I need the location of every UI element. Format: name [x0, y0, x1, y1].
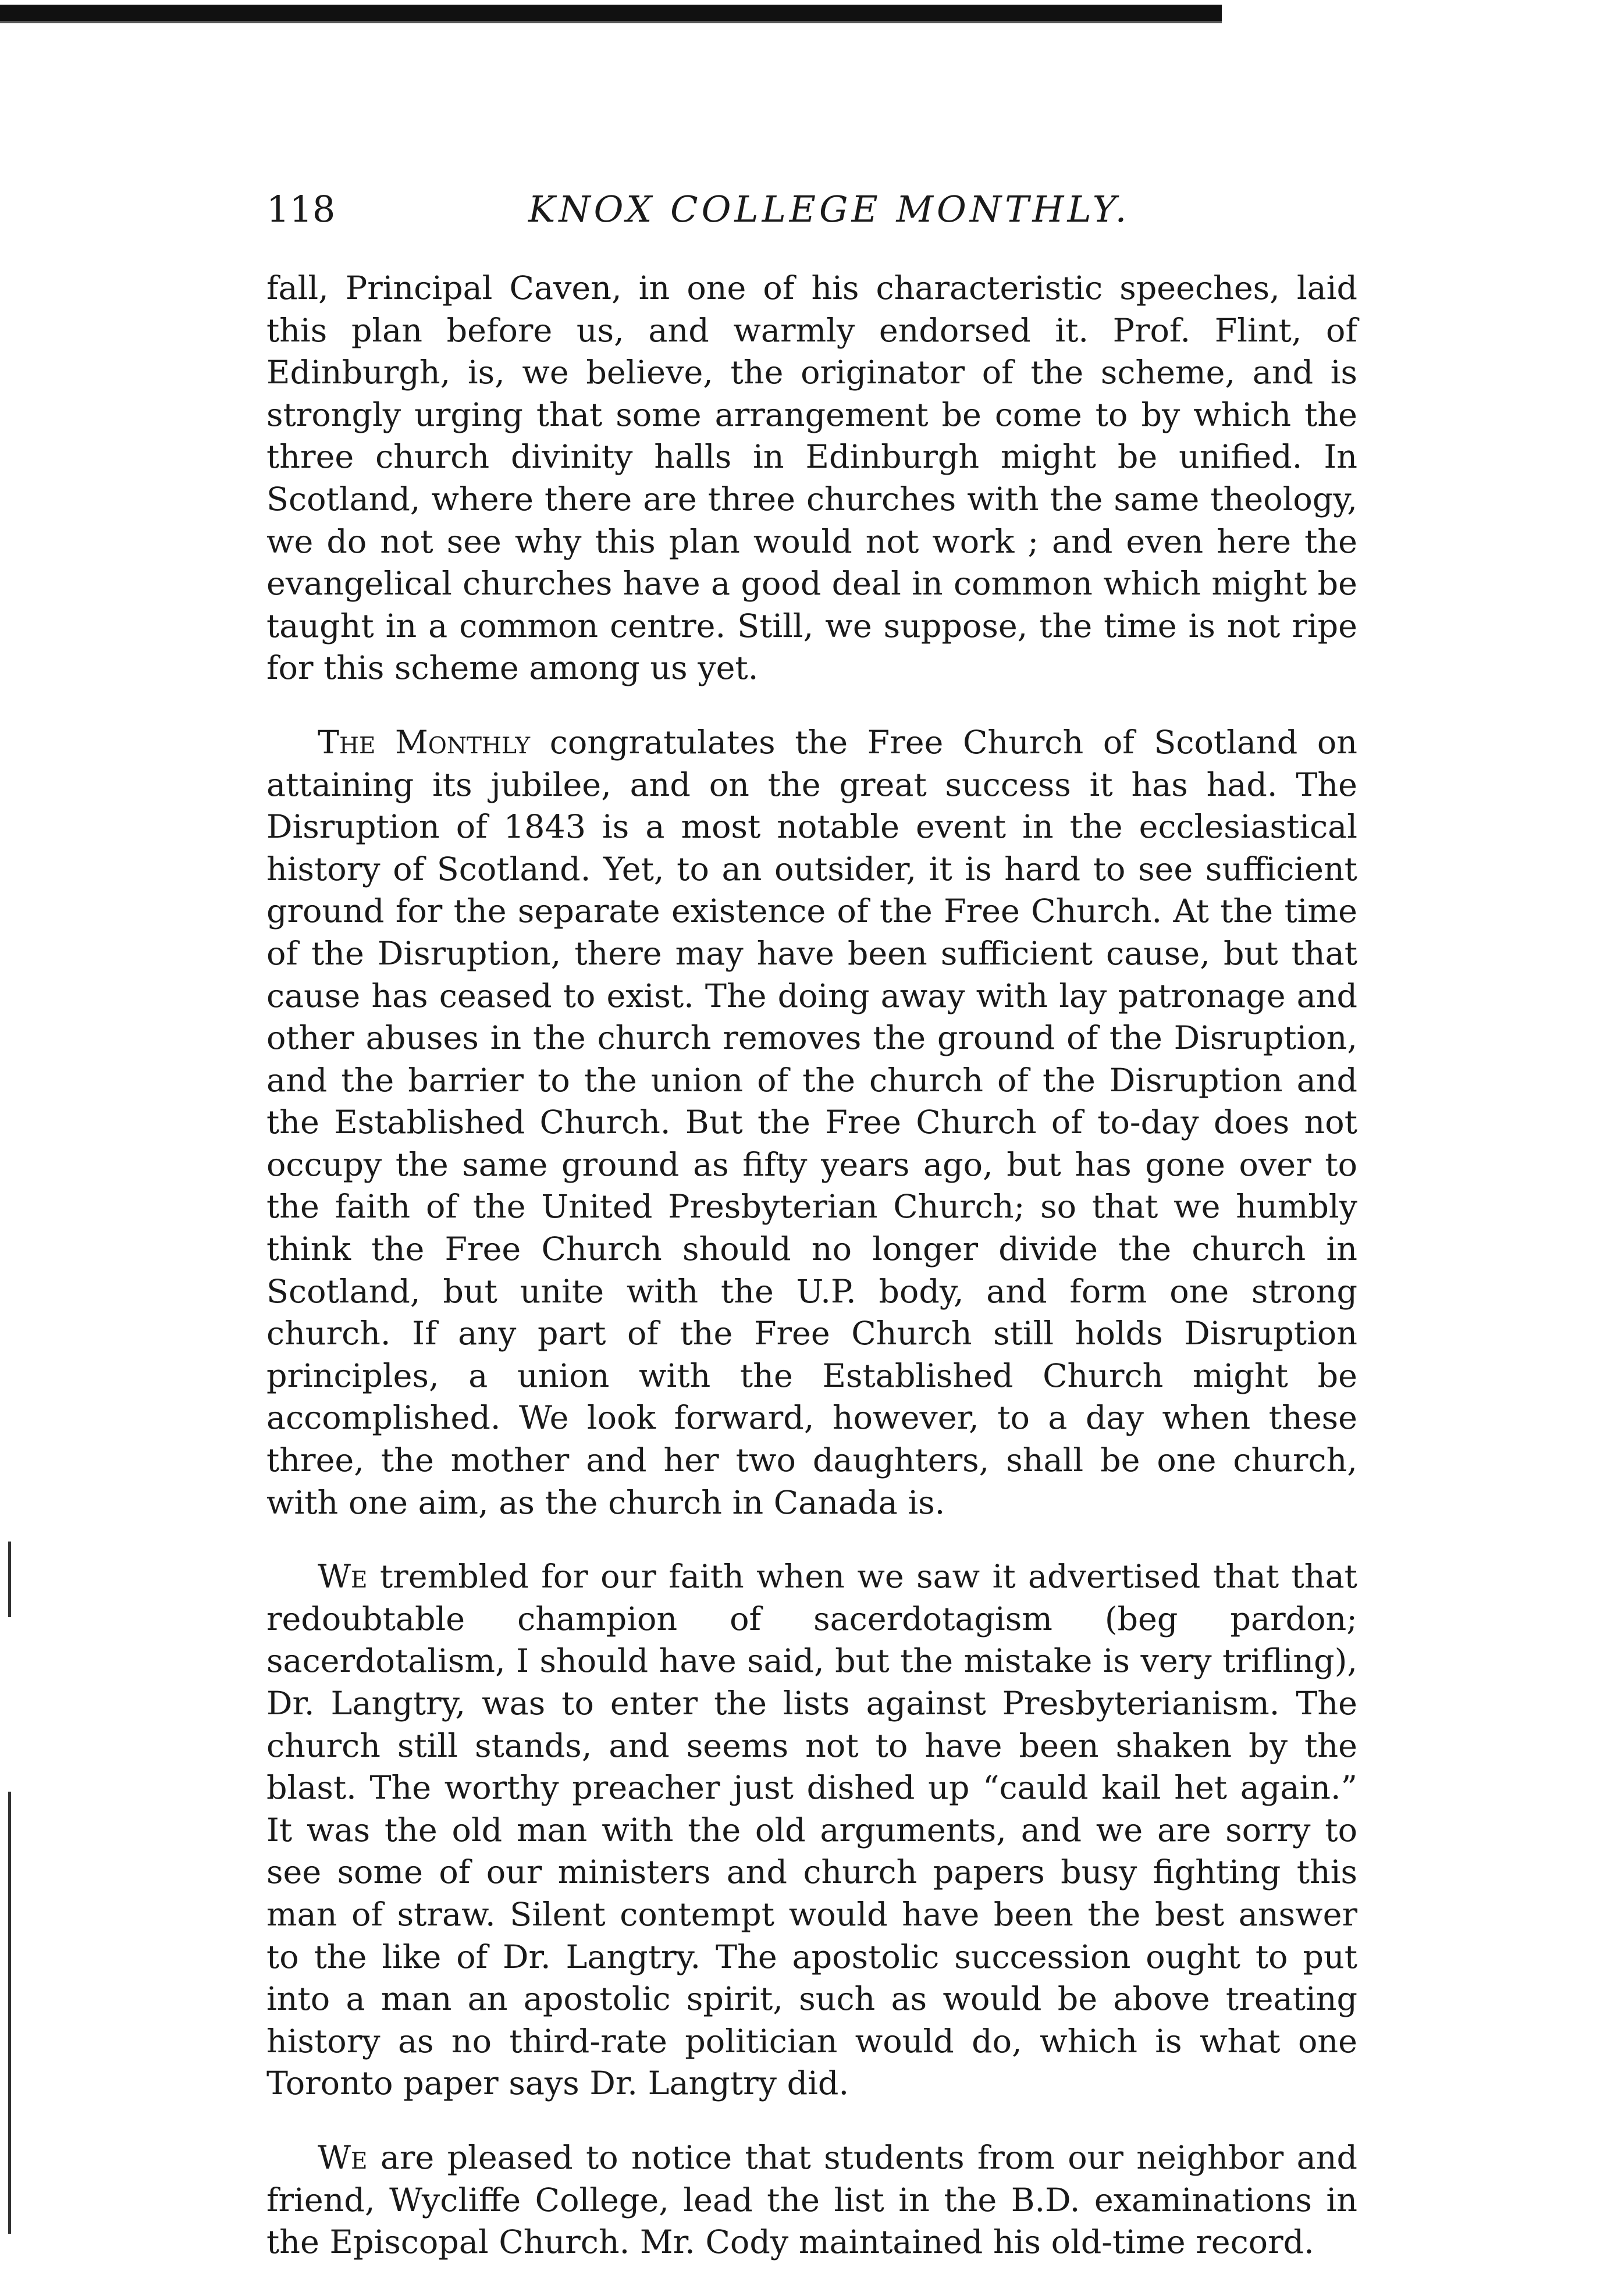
paragraph-3-text: trembled for our faith when we saw it advertised that that redoubtable champion of sacerdotagism (beg pardon; sacerdotalism, I should have said, but the mistake is very trifling), Dr. Langtry, was to enter the lists against Presbyterianism. The church still stands, and seems not to have been shaken by the blast. The worthy preacher just dished up “cauld kail het again.” It was the old man with the old arguments, and we are sorry to see some of our ministers and church papers busy fighting this man of straw. Silent contempt would have been the best answer to the like of Dr. Langtry. The apostolic succession ought to put into a man an apostolic spirit, such as would be above treating history as no third-rate politician would do, which is what one Toronto paper says Dr. Langtry did.	[266, 1558, 1357, 2103]
scan-edge-mark	[8, 1792, 11, 2234]
paragraph-3-lead: We	[318, 1558, 368, 1596]
scan-edge-mark	[8, 1542, 11, 1617]
running-head: KNOX COLLEGE MONTHLY.	[528, 188, 1130, 230]
paragraph-1-text: fall, Principal Caven, in one of his characteristic speeches, laid this plan before us, and warmly endorsed it. Prof. Flint, of Edinburgh, is, we believe, the originator of the scheme, and is strongly urging that some arrangement be come to by which the three church divinity halls in Edinburgh might be unified. In Scotland, where there are three churches with the same theology, we do not see why this plan would not work ; and even here the evangelical churches have a good deal in common which might be taught in a common centre. Still, we suppose, the time is not ripe for this scheme among us yet.	[266, 269, 1357, 688]
paragraph-2	[266, 722, 1357, 1524]
page-header	[266, 186, 1360, 244]
paragraph-2-lead: The Monthly	[318, 723, 531, 761]
paragraph-4-lead: We	[318, 2138, 368, 2177]
top-border-rule	[0, 5, 1222, 21]
top-border-rule-shadow	[0, 21, 1222, 23]
page-number: 118	[266, 188, 336, 230]
paragraph-4-text: are pleased to notice that students from our neighbor and friend, Wycliffe College, lead the list in the B.D. examinations in the Episcopal Church. Mr. Cody maintained his old-time record.	[266, 2138, 1357, 2262]
paragraph-2-text: congratulates the Free Church of Scotland on attaining its jubilee, and on the great success it has had. The Disruption of 1843 is a most notable event in the ecclesiastical history of Scotland. Yet, to an outsider, it is hard to see sufficient ground for the separate existence of the Free Church. At the time of the Disruption, there may have been sufficient cause, but that cause has ceased to exist. The doing away with lay patronage and other abuses in the church removes the ground of the Disruption, and the barrier to the union of the church of the Disruption and the Established Church. But the Free Church of to-day does not occupy the same ground as fifty years ago, but has gone over to the faith of the United Presbyterian Church; so that we humbly think the Free Church should no longer divide the church in Scotland, but unite with the U.P. body, and form one strong church. If any part of the Free Church still holds Disruption principles, a union with the Established Church might be accomplished. We look forward, however, to a day when these three, the mother and her two daughters, shall be one church, with one aim, as the church in Canada is.	[266, 723, 1357, 1522]
paragraph-1	[266, 268, 1357, 690]
paragraph-4	[266, 2137, 1357, 2264]
article-body	[266, 268, 1357, 2296]
paragraph-3	[266, 1556, 1357, 2105]
